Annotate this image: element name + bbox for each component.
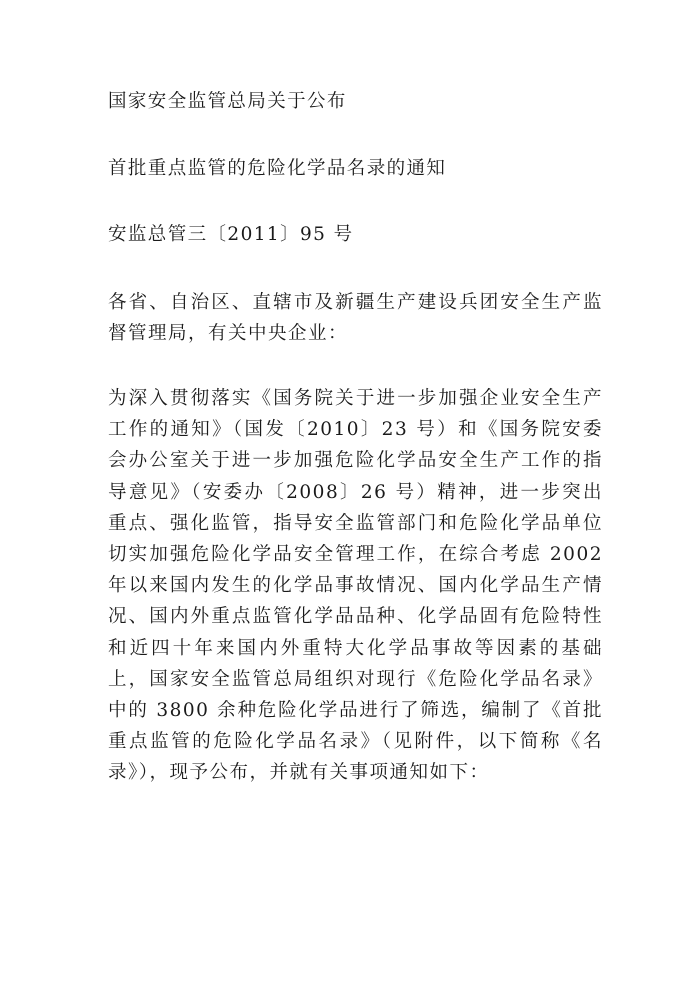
body-paragraph: 为深入贯彻落实《国务院关于进一步加强企业安全生产工作的通知》（国发〔2010〕23 号）和《国务院安委会办公室关于进一步加强危险化学品安全生产工作的指导意见》（安委办〔2008〕26 号）精神，进一步突出重点、强化监管，指导安全监管部门和危险化学品单位切实加强危险化学品安全管理工作，在综合考虑 2002 年以来国内发生的化学品事故情况、国内化学品生产情况、国内外重点监管化学品品种、化学品固有危险特性和近四十年来国内外重特大化学品事故等因素的基础上，国家安全监管总局组织对现行《危险化学品名录》中的 3800 余种危险化学品进行了筛选，编制了《首批重点监管的危险化学品名录》（见附件，以下简称《名录》），现予公布，并就有关事项通知如下： — [108, 388, 611, 784]
document-title-line2: 首批重点监管的危险化学品名录的通知 — [108, 158, 447, 179]
document-title-line1: 国家安全监管总局关于公布 — [108, 91, 347, 112]
addressee-paragraph: 各省、自治区、直辖市及新疆生产建设兵团安全生产监督管理局，有关中央企业： — [108, 292, 603, 345]
document-number: 安监总管三〔2011〕95 号 — [108, 224, 354, 245]
